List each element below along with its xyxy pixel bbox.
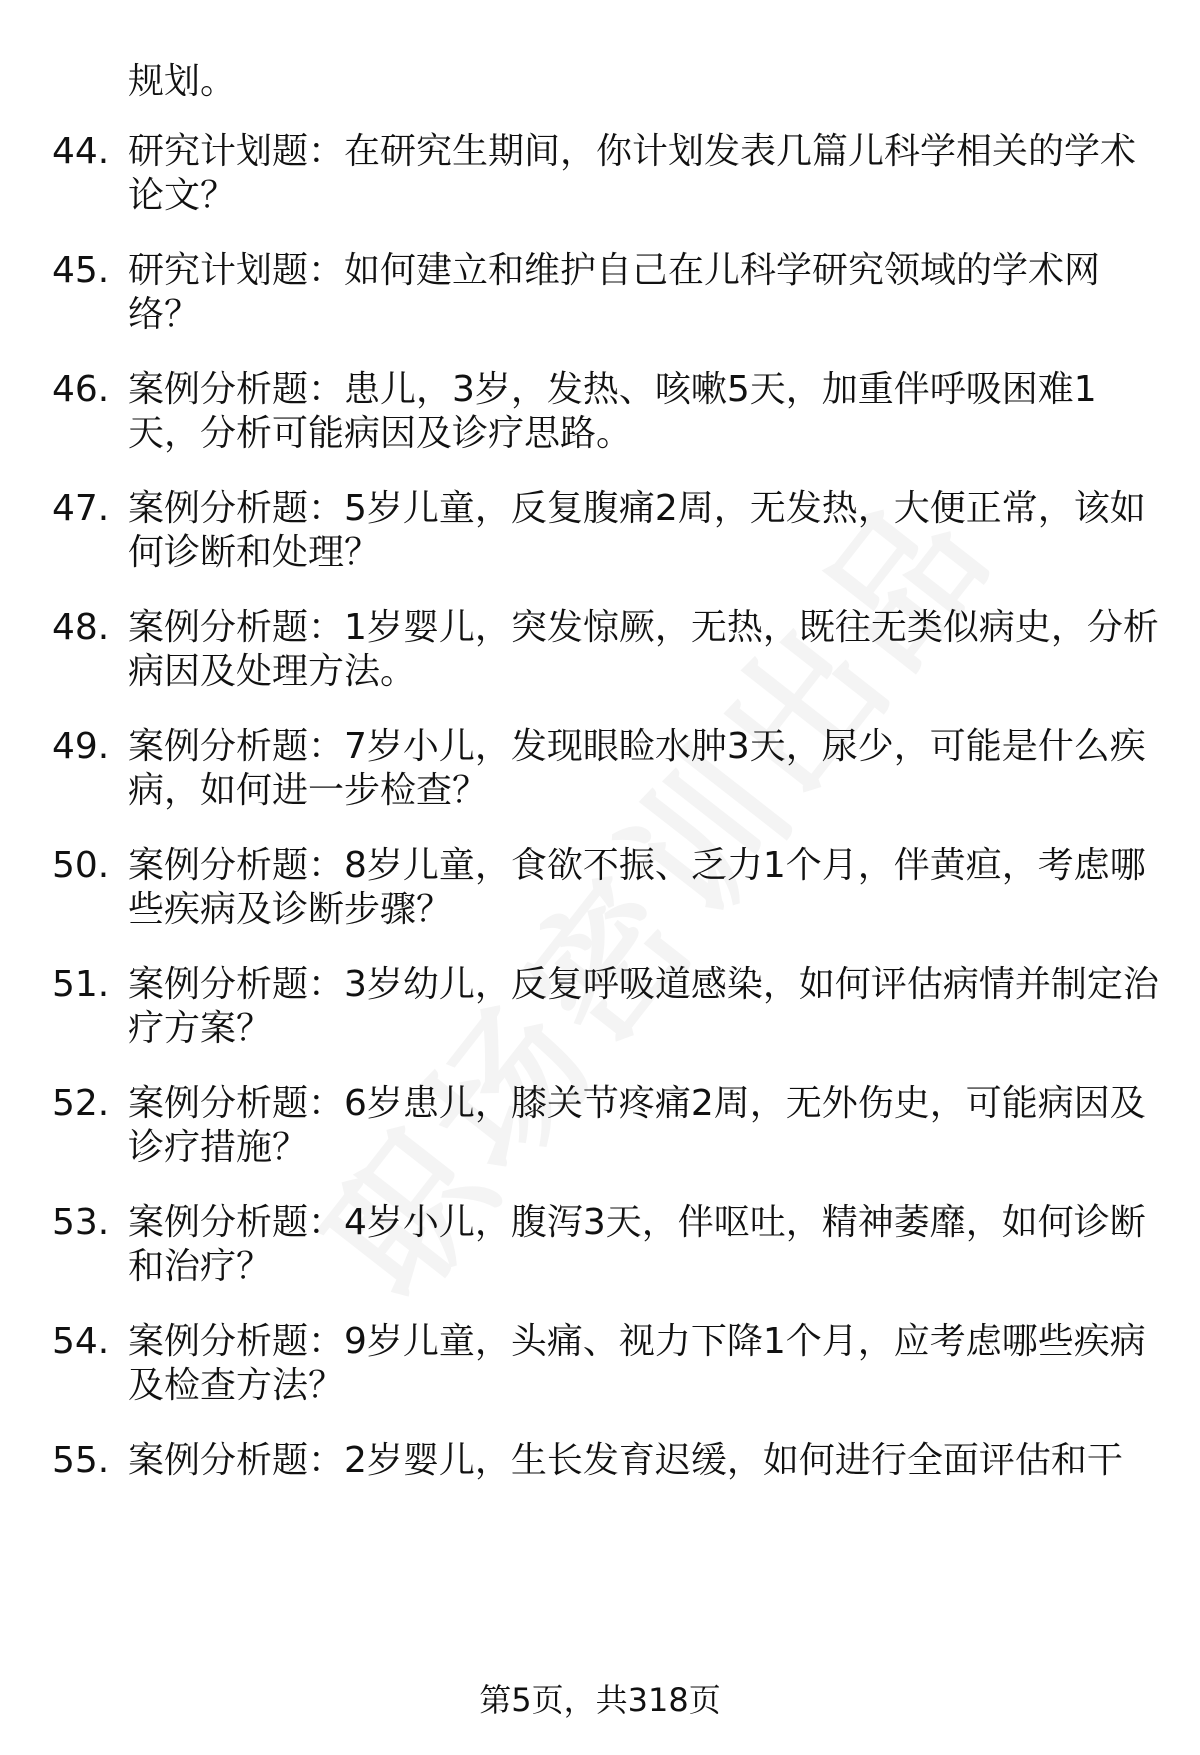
question-number: 44.	[52, 131, 110, 172]
question-text-line: 些疾病及诊断步骤？	[128, 889, 453, 930]
question-number: 48.	[52, 607, 110, 648]
question-text-line: 研究计划题：如何建立和维护自己在儿科学研究领域的学术网	[128, 250, 1101, 291]
question-number: 54.	[52, 1321, 110, 1362]
question-text-line: 天，分析可能病因及诊疗思路。	[128, 413, 633, 454]
question-text-line: 疗方案？	[128, 1008, 273, 1049]
question-text-line: 案例分析题：5岁儿童，反复腹痛2周，无发热，大便正常，该如	[128, 488, 1146, 529]
question-text-line: 诊疗措施？	[128, 1127, 309, 1168]
question-text-line: 络？	[128, 294, 201, 335]
question-text-line: 及检查方法？	[128, 1365, 345, 1406]
question-text-line: 案例分析题：患儿，3岁，发热、咳嗽5天，加重伴呼吸困难1	[128, 369, 1097, 410]
question-number: 53.	[52, 1202, 110, 1243]
question-number: 47.	[52, 488, 110, 529]
question-text-line: 案例分析题：7岁小儿，发现眼睑水肿3天，尿少，可能是什么疾	[128, 726, 1146, 767]
question-text-line: 案例分析题：4岁小儿，腹泻3天，伴呕吐，精神萎靡，如何诊断	[128, 1202, 1146, 1243]
question-text-line: 案例分析题：2岁婴儿，生长发育迟缓，如何进行全面评估和干	[128, 1440, 1123, 1481]
question-number: 45.	[52, 250, 110, 291]
question-text-line: 案例分析题：8岁儿童，食欲不振、乏力1个月，伴黄疸，考虑哪	[128, 845, 1146, 886]
question-number: 46.	[52, 369, 110, 410]
question-text-line: 研究计划题：在研究生期间，你计划发表几篇儿科学相关的学术	[128, 131, 1137, 172]
question-text-line: 案例分析题：1岁婴儿，突发惊厥，无热，既往无类似病史，分析	[128, 607, 1159, 648]
question-text-line: 案例分析题：3岁幼儿，反复呼吸道感染，如何评估病情并制定治	[128, 964, 1159, 1005]
question-number: 49.	[52, 726, 110, 767]
question-text-line: 和治疗？	[128, 1246, 273, 1287]
question-number: 50.	[52, 845, 110, 886]
question-text-line: 论文？	[128, 175, 237, 216]
question-number: 51.	[52, 964, 110, 1005]
question-text-line: 病因及处理方法。	[128, 651, 417, 692]
question-number: 52.	[52, 1083, 110, 1124]
question-number: 55.	[52, 1440, 110, 1481]
question-text-line: 何诊断和处理？	[128, 532, 381, 573]
question-text-line: 病，如何进一步检查？	[128, 770, 489, 811]
question-text-line: 案例分析题：6岁患儿，膝关节疼痛2周，无外伤史，可能病因及	[128, 1083, 1146, 1124]
question-text-line: 案例分析题：9岁儿童，头痛、视力下降1个月，应考虑哪些疾病	[128, 1321, 1146, 1362]
continuation-text: 规划。	[128, 61, 237, 102]
page-footer: 第5页，共318页	[479, 1681, 721, 1719]
